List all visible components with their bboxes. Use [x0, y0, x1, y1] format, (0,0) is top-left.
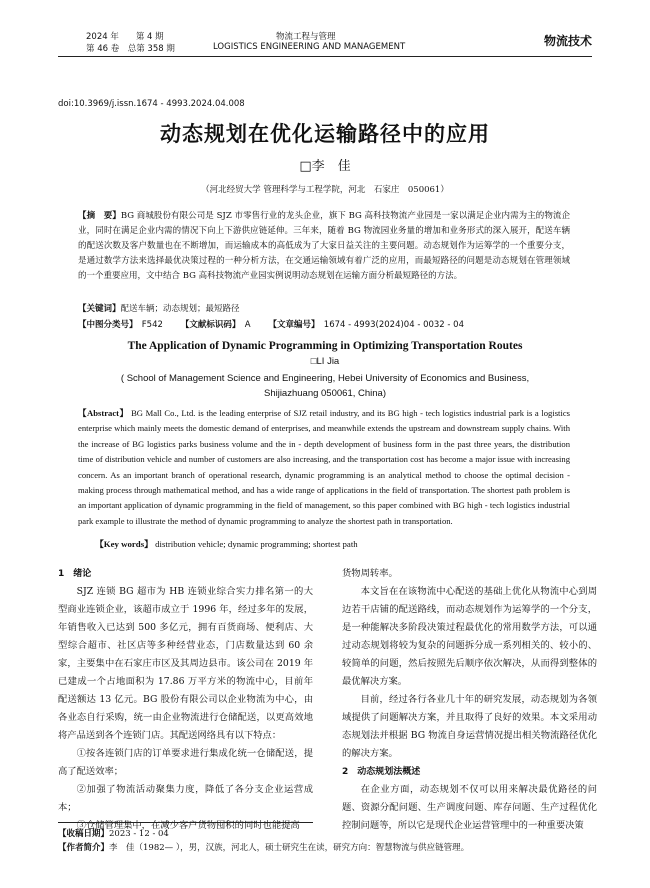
volume-total: 第 46 卷 总第 358 期 [86, 44, 175, 54]
article-no-value: 1674 - 4993(2024)04 - 0032 - 04 [323, 320, 465, 330]
paragraph: SJZ 连锁 BG 超市为 HB 连锁业综合实力排名第一的大型商业连锁企业，该超市成立于 1996 年，经过多年的发展，年销售收入已达到 500 多亿元，拥有百货商场、便利店、大型综合超市、社区店等多种经营业态，门店数量达到 60 余家，主要集中在石家庄市区及其周边县市。该公司在 2019 年已建成一个占地面积为 17.86 万平方米的物流中心，目前年配送额达 13 亿元。BG 股份有限公司以企业物流为中心，由各业态自行采购，统一由企业物流进行仓储配送，以更高效地将产品送到各个连锁门店。其配送网络具有以下特点： [58, 586, 313, 741]
doi: doi:10.3969/j.issn.1674 - 4993.2024.04.008 [58, 99, 245, 109]
classification-line [78, 318, 464, 330]
page-header [58, 28, 592, 68]
body-column-right [342, 565, 597, 835]
paragraph: ②加强了物流活动聚集力度，降低了各分支企业运营成本； [58, 784, 313, 813]
keywords-zh [78, 302, 240, 314]
abstract-zh-text: BG 商城股份有限公司是 SJZ 市零售行业的龙头企业，旗下 BG 高科技物流产业园是一家以满足企业内需为主的物流企业，同时在满足企业内需的情况下向上下游供应链延伸。三年来，随着 BG 物流园业务量的增加和业务形式的深入展开，配送车辆的配送次数及客户数量也在不断增加，而运输成本的高低成为了大家日益关注的主要问题。动态规划作为运筹学的一个重要分支，是通过数学方法来选择最优决策过程的一种分析方法，在交通运输领域有着广泛的应用，而最短路径的问题是动态规划在管理领域的一个重要应用，文中结合 BG 高科技物流产业园实例说明动态规划在运输方面分析最短路径的方法。 [78, 211, 570, 281]
paper-title-en: The Application of Dynamic Programming in Optimizing Transportation Routes [127, 340, 523, 352]
keywords-en-text: distribution vehicle; dynamic programming; shortest path [155, 539, 358, 549]
keywords-zh-text: 配送车辆；动态规划；最短路径 [120, 304, 240, 314]
paragraph: 目前，经过各行各业几十年的研究发展，动态规划为各领域提供了问题解决方案，并且取得了良好的效果。本文采用动态规划法并根据 BG 物流自身运营情况提出相关物流路径优化的解决方案。 [342, 694, 597, 759]
clc-label: 【中图分类号】 [78, 320, 134, 330]
clc-value: F542 [141, 320, 163, 330]
abstract-en [78, 406, 570, 529]
body-column-left [58, 565, 313, 835]
doc-code-label: 【文献标识码】 [180, 320, 237, 330]
received-value: 2023 - 12 - 04 [109, 829, 169, 839]
doc-code-value: A [244, 320, 251, 330]
footnote-rule [58, 822, 313, 823]
author-en: □LI Jia [310, 356, 340, 367]
affiliation-en: ( School of Management Science and Engineering, Hebei University of Economics and Business, Shijiazhuang 050061, China) [120, 373, 530, 399]
received-label: 【收稿日期】 [58, 829, 110, 839]
paragraph: ①按各连锁门店的订单要求进行集成化统一仓储配送，提高了配送效率； [58, 748, 313, 777]
author-bio [58, 841, 469, 853]
article-no-label: 【文章编号】 [268, 320, 316, 330]
paper-title: 动态规划在优化运输路径中的应用 [160, 122, 490, 146]
abstract-zh [78, 209, 570, 284]
paragraph: 在企业方面，动态规划不仅可以用来解决最优路径的问题、资源分配问题、生产调度问题、库存问题、生产过程优化控制问题等，所以它是现代企业运营管理中的一种重要决策 [342, 784, 597, 831]
abstract-zh-label: 【摘 要】 [78, 211, 121, 221]
section-1-heading: 1 绪论 [58, 569, 92, 579]
received-date [58, 827, 169, 839]
paragraph: 货物周转率。 [342, 568, 398, 579]
section-2-heading: 2 动态规划法概述 [342, 767, 421, 777]
author-bio-text: 李 佳（1982— ），男，汉族，河北人，硕士研究生在读，研究方向：智慧物流与供应链管理。 [109, 843, 470, 853]
keywords-zh-label: 【关键词】 [78, 304, 121, 314]
keywords-en-label: 【Key words】 [95, 539, 153, 549]
paragraph: ③仓储管理集中，在减少客户货物囤积的同时也能提高 [76, 820, 300, 831]
header-rule [58, 56, 592, 57]
keywords-en [95, 537, 358, 550]
column-name: 物流技术 [543, 34, 592, 48]
journal-name-cn: 物流工程与管理 [276, 32, 336, 42]
year-issue: 2024 年 第 4 期 [86, 32, 164, 42]
abstract-en-text: BG Mall Co., Ltd. is the leading enterprise of SJZ retail industry, and its BG high - tech logistics industrial park is a logistics enterprise which mainly meets the domestic demand of enterprises, and meanwhile extends the upstream and downstream supply chains. With the increase of BG logistics parks business volume and the in - depth development of business form in the past three years, the distribution time of distribution vehicle and number of customers are also increasing, and the transportation cost has become a major issue with increasing concern. As an important branch of operational research, dynamic programming is an analytical method to choose the optimal decision - making process through mathematical method, and has a wide range of applications in the field of transportation. The shortest path problem is an important application of dynamic programming in the field of management, so this paper combined with BG high - tech logistics industrial park example to illustrate the method of dynamic programming to analyze the shortest path in transportation. [78, 408, 570, 526]
abstract-en-label: 【Abstract】 [78, 408, 129, 418]
paragraph: 本文旨在在该物流中心配送的基础上优化从物流中心到周边若干店铺的配送路线，而动态规划作为运筹学的一个分支，是一种能解决多阶段决策过程最优化的常用数学方法，可以通过动态规划将较为复杂的问题拆分成一系列相关的、较小的、较简单的问题，然后按照先后顺序依次解决，从而得到整体的最优解决方案。 [342, 586, 597, 687]
author: □李 佳 [299, 159, 351, 174]
journal-name-en: LOGISTICS ENGINEERING AND MANAGEMENT [213, 42, 406, 52]
author-bio-label: 【作者简介】 [58, 843, 110, 853]
affiliation: （河北经贸大学 管理科学与工程学院，河北 石家庄 050061） [201, 185, 449, 195]
